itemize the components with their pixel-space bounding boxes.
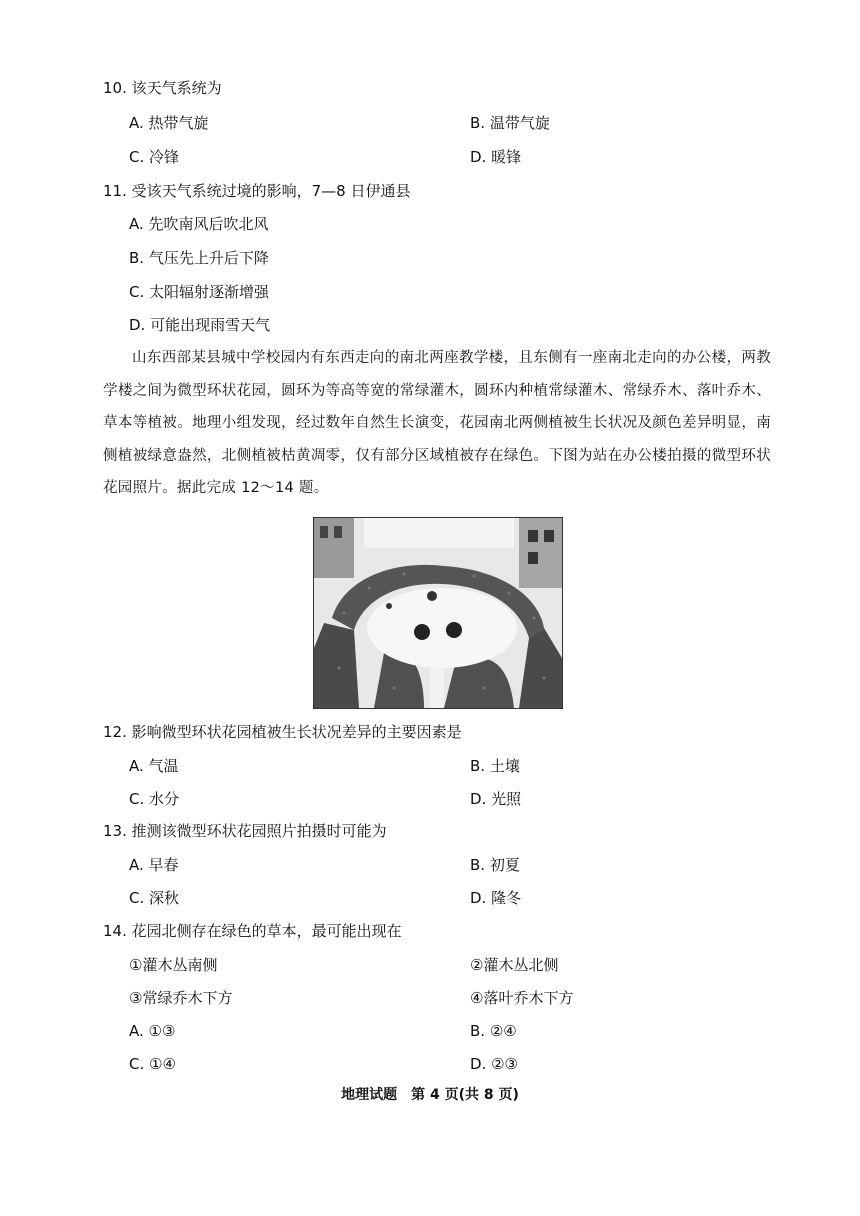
q10-option-c: C. 冷锋 bbox=[129, 148, 180, 166]
q12-option-c: C. 水分 bbox=[129, 790, 180, 808]
q13-option-c: C. 深秋 bbox=[129, 889, 180, 907]
q14-item-2: ②灌木丛北侧 bbox=[470, 956, 559, 974]
question-13-stem: 13. 推测该微型环状花园照片拍摄时可能为 bbox=[103, 822, 387, 840]
garden-photo bbox=[313, 517, 563, 709]
q14-item-3: ③常绿乔木下方 bbox=[129, 989, 233, 1007]
q14-item-4: ④落叶乔木下方 bbox=[470, 989, 574, 1007]
q12-option-d: D. 光照 bbox=[470, 790, 522, 808]
question-14-stem: 14. 花园北侧存在绿色的草本，最可能出现在 bbox=[103, 922, 402, 940]
q12-option-b: B. 土壤 bbox=[470, 757, 520, 775]
question-12-stem: 12. 影响微型环状花园植被生长状况差异的主要因素是 bbox=[103, 723, 462, 741]
q12-option-a: A. 气温 bbox=[129, 757, 179, 775]
q10-option-b: B. 温带气旋 bbox=[470, 114, 550, 132]
q14-option-d: D. ②③ bbox=[470, 1055, 518, 1073]
q13-option-b: B. 初夏 bbox=[470, 856, 520, 874]
q14-option-a: A. ①③ bbox=[129, 1022, 176, 1040]
q10-option-a: A. 热带气旋 bbox=[129, 114, 209, 132]
q11-option-a: A. 先吹南风后吹北风 bbox=[129, 215, 269, 233]
page-footer: 地理试题 第 4 页(共 8 页) bbox=[341, 1087, 519, 1103]
question-10-stem: 10. 该天气系统为 bbox=[103, 79, 222, 97]
q11-option-c: C. 太阳辐射逐渐增强 bbox=[129, 283, 270, 301]
q14-option-c: C. ①④ bbox=[129, 1055, 176, 1073]
garden-photo-image bbox=[314, 518, 562, 708]
q11-option-d: D. 可能出现雨雪天气 bbox=[129, 316, 271, 334]
q13-option-d: D. 隆冬 bbox=[470, 889, 522, 907]
q14-item-1: ①灌木丛南侧 bbox=[129, 956, 218, 974]
reading-passage: 山东西部某县城中学校园内有东西走向的南北两座教学楼，且东侧有一座南北走向的办公楼，两教学楼之间为微型环状花园，圆环为等高等宽的常绿灌木，圆环内种植常绿灌木、常绿乔木、落叶乔木、草本等植被。地理小组发现，经过数年自然生长演变，花园南北两侧植被生长状况及颜色差异明显，南侧植被绿意盎然，北侧植被枯黄凋零，仅有部分区域植被存在绿色。下图为站在办公楼拍摄的微型环状花园照片。据此完成 12～14 题。 bbox=[103, 350, 771, 496]
q13-option-a: A. 早春 bbox=[129, 856, 179, 874]
q10-option-d: D. 暖锋 bbox=[470, 148, 522, 166]
question-11-stem: 11. 受该天气系统过境的影响，7—8 日伊通县 bbox=[103, 182, 411, 200]
q11-option-b: B. 气压先上升后下降 bbox=[129, 249, 269, 267]
q14-option-b: B. ②④ bbox=[470, 1022, 517, 1040]
